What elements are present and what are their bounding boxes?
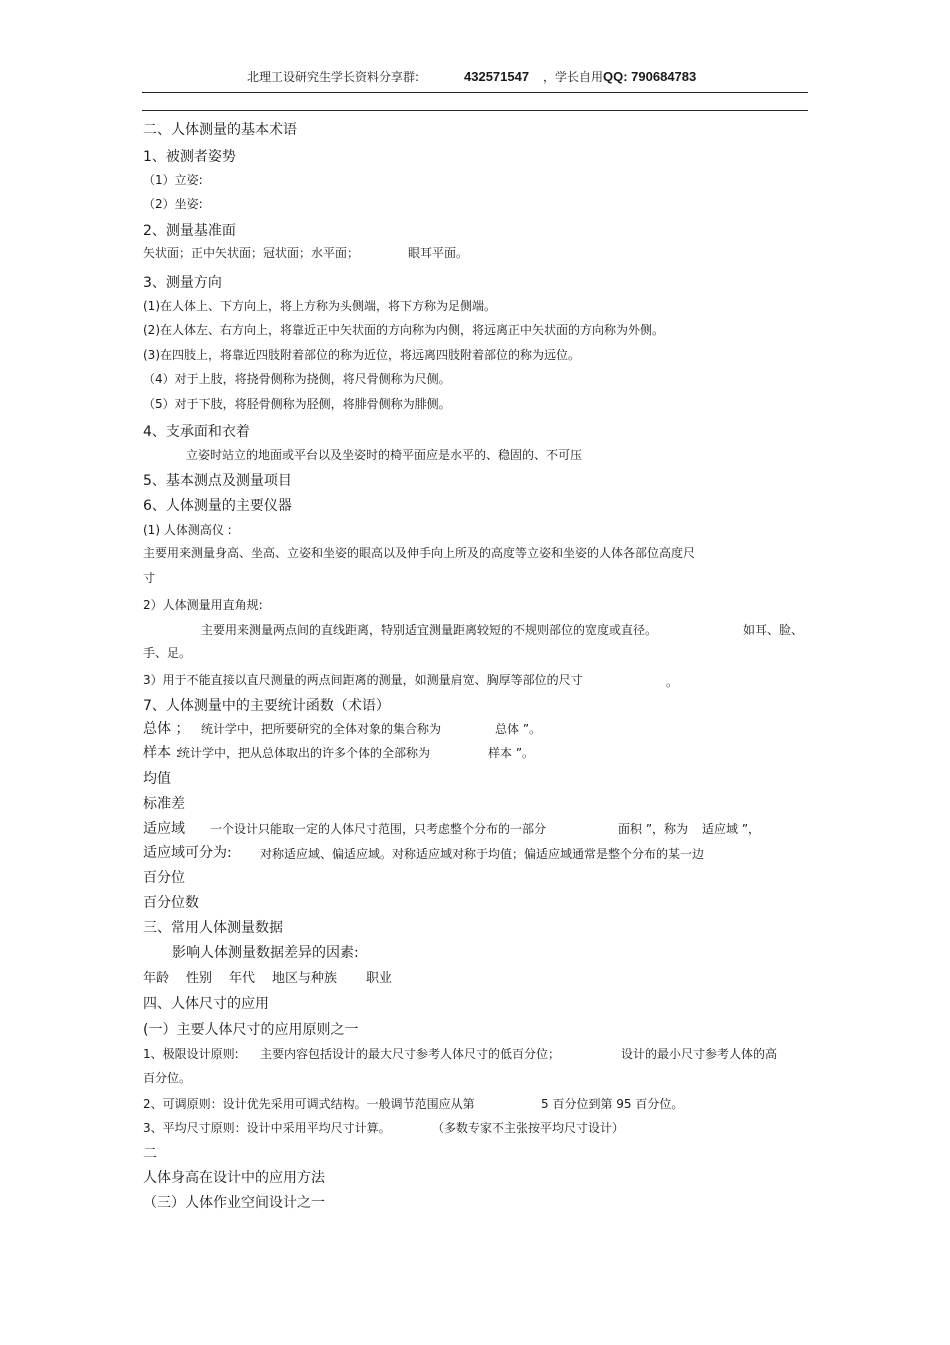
body-line: 眼耳平面。 — [408, 246, 469, 260]
term-label: 百分位数 — [143, 895, 199, 911]
body-line: 百分位。 — [143, 1071, 192, 1085]
header-divider — [142, 110, 808, 111]
body-line: （1）立姿: — [143, 173, 203, 187]
subsection-heading: 3、测量方向 — [143, 275, 222, 291]
body-line: （5）对于下肢，将胫骨侧称为胫侧，将腓骨侧称为腓侧。 — [143, 397, 451, 411]
term-label: 标准差 — [143, 796, 185, 812]
body-line: 。 — [666, 675, 679, 689]
factor-item: 性别 — [186, 971, 213, 986]
term-label: 样本 : — [143, 745, 181, 761]
factor-item: 年龄 — [143, 971, 170, 986]
term-label: 百分位 — [143, 870, 185, 886]
term-label: 适应域可分为: — [143, 845, 232, 861]
subsection-heading: 7、人体测量中的主要统计函数（术语） — [143, 698, 390, 714]
body-line: 手、足。 — [143, 646, 192, 660]
body-line: 寸 — [143, 571, 156, 585]
header-qq: QQ: 790684783 — [603, 69, 697, 84]
body-line: (3)在四肢上，将靠近四肢附着部位的称为近位，将远离四肢附着部位的称为远位。 — [143, 348, 581, 362]
subsection-heading: (一）主要人体尺寸的应用原则之一 — [143, 1022, 359, 1038]
header-middle-text: ，学长自用 — [543, 70, 604, 84]
body-line: 1、极限设计原则: — [143, 1047, 239, 1061]
body-line: 立姿时站立的地面或平台以及坐姿时的椅平面应是水平的、稳固的、不可压 — [186, 448, 583, 462]
body-line: 主要内容包括设计的最大尺寸参考人体尺寸的低百分位； — [260, 1047, 561, 1061]
body-line: （多数专家不主张按平均尺寸设计） — [432, 1121, 625, 1135]
subsection-heading: 2、测量基准面 — [143, 223, 236, 239]
body-line: 统计学中，把从总体取出的许多个体的全部称为 — [178, 746, 431, 760]
subsection-heading: 1、被测者姿势 — [143, 149, 236, 165]
body-line: 面积 ”，称为 — [618, 822, 689, 836]
subsection-heading: （三）人体作业空间设计之一 — [143, 1195, 325, 1211]
body-line: 如耳、脸、 — [743, 623, 804, 637]
subsection-heading: 6、人体测量的主要仪器 — [143, 498, 292, 514]
term-label: 均值 — [143, 771, 171, 787]
body-line: 3、平均尺寸原则：设计中采用平均尺寸计算。 — [143, 1121, 391, 1135]
body-line: (1) 人体测高仪 : — [143, 523, 232, 537]
body-line: 对称适应域、偏适应域。对称适应域对称于均值；偏适应域通常是整个分布的某一边 — [260, 847, 705, 861]
factor-item: 年代 — [229, 971, 256, 986]
term-label: 适应域 — [143, 821, 185, 837]
term-label: 总体 ； — [143, 721, 190, 737]
section-heading: 三、常用人体测量数据 — [143, 920, 283, 936]
body-line: 5 百分位到第 95 百分位。 — [541, 1097, 684, 1111]
body-line: （2）坐姿: — [143, 197, 203, 211]
body-line: 2、可调原则：设计优先采用可调式结构。一般调节范围应从第 — [143, 1097, 475, 1111]
body-line: 总体 ”。 — [495, 722, 542, 736]
body-line: 适应域 ”， — [702, 822, 761, 836]
factor-item: 职业 — [366, 971, 393, 986]
body-line: 二 — [143, 1146, 157, 1162]
body-line: 设计的最小尺寸参考人体的高 — [621, 1047, 778, 1061]
page-header — [142, 62, 808, 93]
subsection-heading: 5、基本测点及测量项目 — [143, 473, 292, 489]
body-line: 样本 ”。 — [488, 746, 535, 760]
body-line: 主要用来测量两点间的直线距离，特别适宜测量距离较短的不规则部位的宽度或直径。 — [201, 623, 658, 637]
body-line: (1)在人体上、下方向上，将上方称为头侧端，将下方称为足侧端。 — [143, 299, 497, 313]
body-line: （4）对于上肢，将挠骨侧称为挠侧，将尺骨侧称为尺侧。 — [143, 372, 451, 386]
body-line: 统计学中，把所要研究的全体对象的集合称为 — [201, 722, 442, 736]
factor-item: 地区与种族 — [272, 971, 338, 986]
body-line: (2)在人体左、右方向上，将靠近正中矢状面的方向称为内侧，将远离正中矢状面的方向称为外侧。 — [143, 323, 665, 337]
section-heading: 四、人体尺寸的应用 — [143, 996, 269, 1012]
body-line: 2）人体测量用直角规: — [143, 598, 263, 612]
header-group-label: 北理工设研究生学长资料分享群: — [247, 70, 420, 84]
body-line: 3）用于不能直接以直尺测量的两点间距离的测量，如测量肩宽、胸厚等部位的尺寸 — [143, 673, 583, 687]
body-line: 一个设计只能取一定的人体尺寸范围，只考虑整个分布的一部分 — [210, 822, 547, 836]
section-heading: 二、人体测量的基本术语 — [143, 122, 297, 138]
body-line: 矢状面；正中矢状面；冠状面；水平面； — [143, 246, 360, 260]
header-group-number: 432571547 — [464, 69, 530, 84]
body-line: 影响人体测量数据差异的因素: — [172, 945, 359, 961]
body-line: 主要用来测量身高、坐高、立姿和坐姿的眼高以及伸手向上所及的高度等立姿和坐姿的人体各部位高度尺 — [143, 546, 696, 560]
subsection-heading: 4、支承面和衣着 — [143, 424, 250, 440]
subsection-heading: 人体身高在设计中的应用方法 — [143, 1170, 325, 1186]
